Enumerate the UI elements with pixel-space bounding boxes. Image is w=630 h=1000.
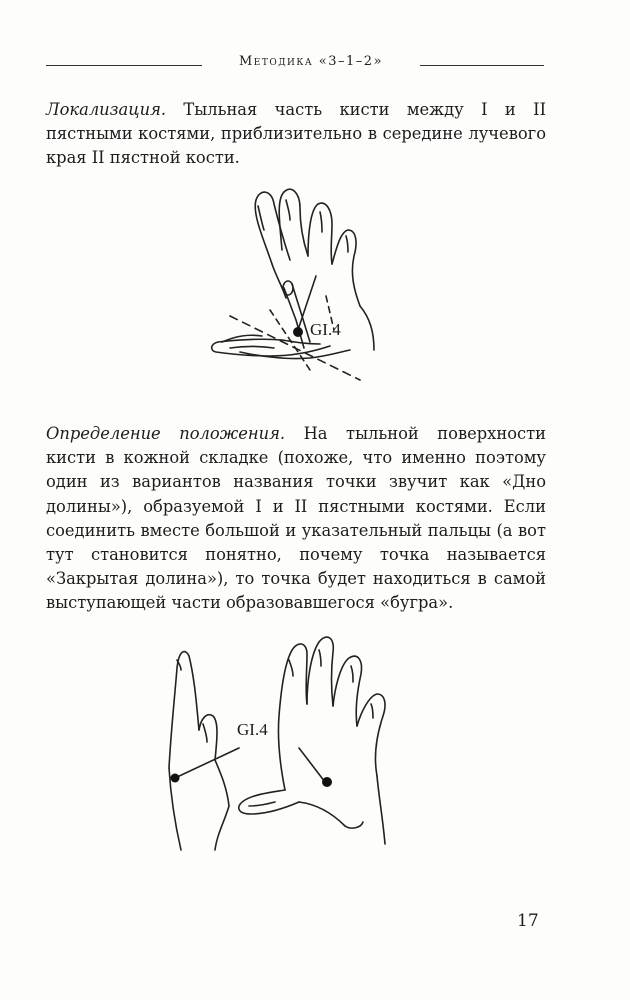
running-header bbox=[46, 54, 544, 74]
localization-lead: Локализация. bbox=[46, 100, 167, 119]
hand-drawing-1 bbox=[200, 180, 400, 390]
hand-drawing-2 bbox=[155, 620, 415, 870]
acupoint-marker-gi4-2b bbox=[322, 777, 332, 787]
positioning-text: На тыльной поверхности кисти в кожной складке (похоже, что именно поэтому один из вариантов названия точки звучит как «Дно долины»), образуемой I и II пястными костями. Если соединить вместе большой и указательный пальцы (а вот тут становится понятно, почему точка называется «Закрытая долина»), то точка будет находиться в самой выступающей части образовавшегося «бугра». bbox=[46, 424, 546, 613]
header-rule-right bbox=[420, 65, 544, 66]
header-rule-left bbox=[46, 65, 202, 66]
running-title: Методика «3–1–2» bbox=[238, 54, 384, 69]
positioning-paragraph bbox=[46, 422, 546, 616]
hand-illustration-2 bbox=[155, 620, 415, 870]
localization-text: Тыльная часть кисти между I и II пястными костями, приблизительно в середине лучевого края II пястной кости. bbox=[46, 100, 546, 168]
point-label-2: GI.4 bbox=[237, 720, 268, 739]
positioning-lead: Определение положения. bbox=[46, 424, 286, 443]
point-label-1: GI.4 bbox=[310, 320, 341, 339]
hand-illustration-1 bbox=[200, 180, 400, 390]
acupoint-marker-gi4-1 bbox=[293, 327, 303, 337]
page-number: 17 bbox=[517, 911, 539, 931]
acupoint-marker-gi4-2a bbox=[171, 774, 180, 783]
localization-paragraph bbox=[46, 98, 546, 171]
